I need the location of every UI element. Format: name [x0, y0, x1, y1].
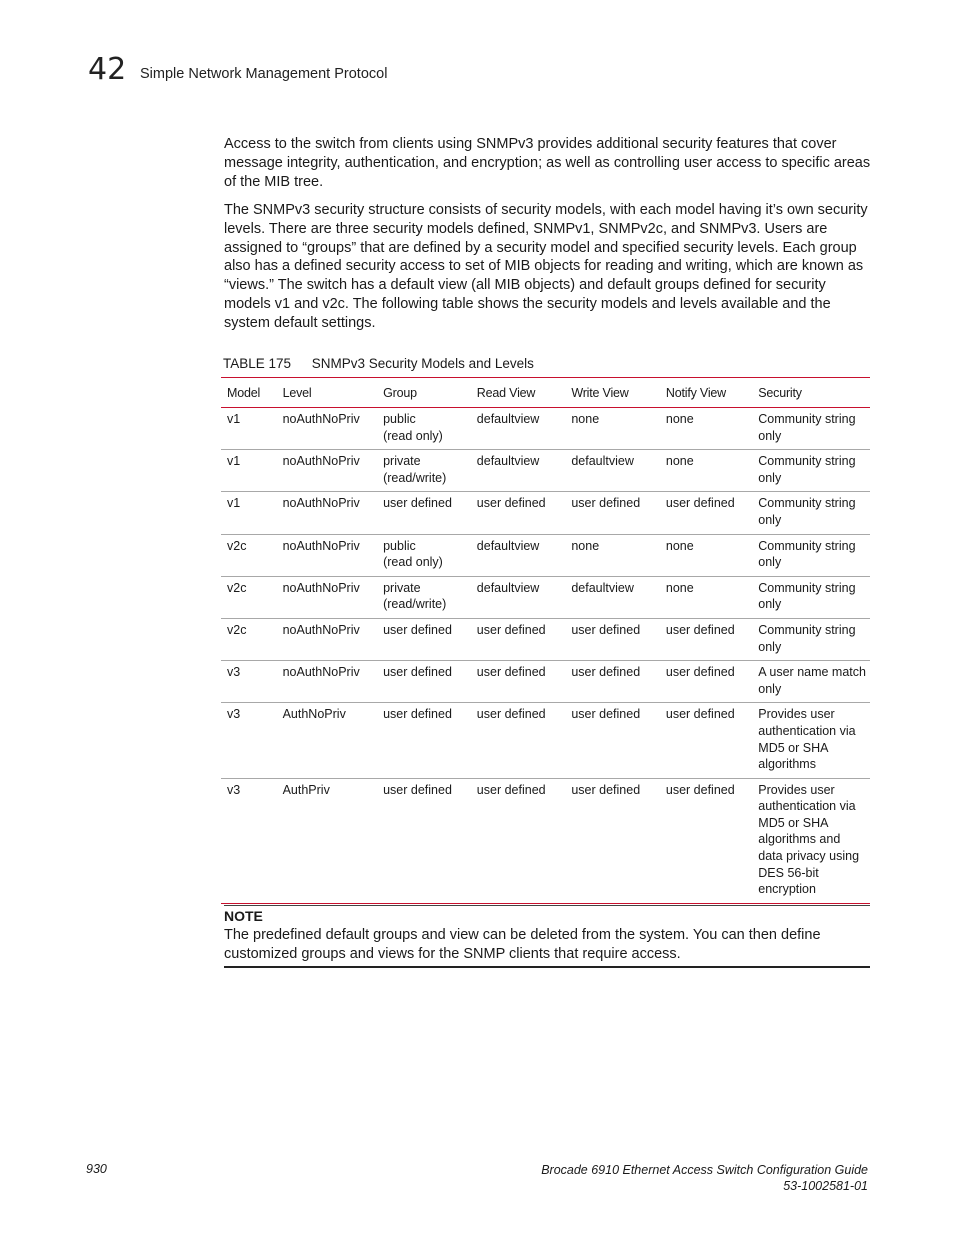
cell-model: v2c — [221, 618, 277, 660]
cell-group: public (read only) — [377, 534, 471, 576]
cell-level: noAuthNoPriv — [277, 618, 378, 660]
table-row — [221, 618, 870, 660]
cell-group: user defined — [377, 618, 471, 660]
table-caption — [223, 356, 534, 371]
cell-level: noAuthNoPriv — [277, 450, 378, 492]
cell-security: Community string only — [752, 408, 870, 450]
table-row — [221, 450, 870, 492]
cell-write-view: user defined — [565, 661, 660, 703]
cell-read-view: defaultview — [471, 450, 566, 492]
cell-group: user defined — [377, 703, 471, 778]
cell-level: AuthPriv — [282, 782, 330, 797]
cell-notify-view: none — [660, 450, 752, 492]
cell-group: user defined — [377, 661, 471, 703]
cell-security: Provides user authentication via MD5 or SHA algorithms — [752, 703, 870, 778]
cell-security: Community string only — [752, 450, 870, 492]
cell-read-view: user defined — [471, 703, 566, 778]
cell-write-view: none — [565, 408, 660, 450]
note-bottom-rule — [224, 966, 870, 968]
cell-model: v3 — [221, 661, 277, 703]
cell-notify-view: user defined — [660, 492, 752, 534]
cell-group: private (read/write) — [377, 450, 471, 492]
cell-write-view: user defined — [565, 618, 660, 660]
table-row — [221, 661, 870, 703]
footer-doc-info — [541, 1162, 868, 1194]
cell-notify-view: none — [660, 534, 752, 576]
cell-model: v3 — [221, 703, 277, 778]
note-title: NOTE — [224, 908, 263, 924]
cell-notify-view: user defined — [660, 661, 752, 703]
cell-write-view: defaultview — [565, 450, 660, 492]
header-level: Level — [277, 378, 378, 408]
cell-security: Provides user authentication via MD5 or SHA algorithms and data privacy using DES 56-bit encryption — [758, 782, 860, 897]
cell-group: public (read only) — [377, 408, 471, 450]
cell-notify-view: user defined — [660, 703, 752, 778]
cell-model: v3 — [227, 782, 241, 797]
table-row — [221, 492, 870, 534]
table-body — [221, 408, 870, 904]
cell-notify-view: none — [660, 408, 752, 450]
security-models-table — [221, 377, 870, 904]
cell-group: private (read/write) — [377, 576, 471, 618]
chapter-number: 42 — [88, 52, 127, 87]
table-row — [221, 778, 870, 903]
header-group: Group — [377, 378, 471, 408]
cell-read-view: defaultview — [471, 534, 566, 576]
note-text: The predefined default groups and view can be deleted from the system. You can then define customized groups and views for the SNMP clients that require access. — [224, 927, 821, 962]
cell-group: user defined — [383, 782, 452, 797]
cell-read-view: defaultview — [471, 576, 566, 618]
cell-model: v2c — [221, 534, 277, 576]
cell-read-view: defaultview — [471, 408, 566, 450]
cell-notify-view: none — [660, 576, 752, 618]
table-row — [221, 703, 870, 778]
cell-security: Community string only — [752, 576, 870, 618]
cell-write-view: defaultview — [565, 576, 660, 618]
cell-write-view: none — [565, 534, 660, 576]
note-top-rule — [224, 905, 870, 906]
intro-paragraph: Access to the switch from clients using SNMPv3 provides additional security features that cover message integrity, authentication, and encryption; as well as controlling user access to specific areas of the MIB tree. — [224, 136, 871, 190]
cell-level: noAuthNoPriv — [277, 661, 378, 703]
cell-model: v1 — [221, 408, 277, 450]
header-notify-view: Notify View — [660, 378, 752, 408]
header-read-view: Read View — [471, 378, 566, 408]
cell-write-view: user defined — [565, 703, 660, 778]
page-number: 930 — [86, 1162, 107, 1176]
header-security: Security — [752, 378, 870, 408]
cell-model: v1 — [221, 492, 277, 534]
cell-notify-view: user defined — [665, 782, 735, 797]
cell-level: AuthNoPriv — [277, 703, 378, 778]
header-model: Model — [221, 378, 277, 408]
table-header-row — [221, 378, 870, 408]
cell-level: noAuthNoPriv — [277, 576, 378, 618]
table-row — [221, 534, 870, 576]
cell-notify-view: user defined — [660, 618, 752, 660]
cell-model: v1 — [221, 450, 277, 492]
cell-read-view: user defined — [476, 782, 546, 797]
doc-title: Brocade 6910 Ethernet Access Switch Configuration Guide — [541, 1163, 868, 1177]
table-label: TABLE 175 — [223, 356, 292, 371]
cell-read-view: user defined — [471, 618, 566, 660]
cell-read-view: user defined — [471, 492, 566, 534]
cell-level: noAuthNoPriv — [277, 408, 378, 450]
cell-read-view: user defined — [471, 661, 566, 703]
cell-security: A user name match only — [752, 661, 870, 703]
cell-security: Community string only — [752, 492, 870, 534]
header-write-view: Write View — [565, 378, 660, 408]
chapter-title: Simple Network Management Protocol — [140, 66, 388, 82]
cell-security: Community string only — [752, 534, 870, 576]
table-row — [221, 576, 870, 618]
cell-level: noAuthNoPriv — [277, 534, 378, 576]
cell-group: user defined — [377, 492, 471, 534]
doc-number: 53-1002581-01 — [783, 1179, 868, 1193]
cell-security: Community string only — [752, 618, 870, 660]
structure-paragraph: The SNMPv3 security structure consists of security models, with each model having it’s own security levels. There are three security models defined, SNMPv1, SNMPv2c, and SNMPv3. Users are assigned to “groups” that are defined by a security model and specified security levels. Each group also has a defined security access to set of MIB objects for reading and writing, which are known as “views.” The switch has a default view (all MIB objects) and default groups defined for security models v1 and v2c. The following table shows the security models and levels available and the system default settings. — [224, 202, 868, 331]
cell-write-view: user defined — [571, 782, 641, 797]
cell-write-view: user defined — [565, 492, 660, 534]
table-title: SNMPv3 Security Models and Levels — [311, 356, 534, 371]
table-row — [221, 408, 870, 450]
cell-model: v2c — [221, 576, 277, 618]
cell-level: noAuthNoPriv — [277, 492, 378, 534]
